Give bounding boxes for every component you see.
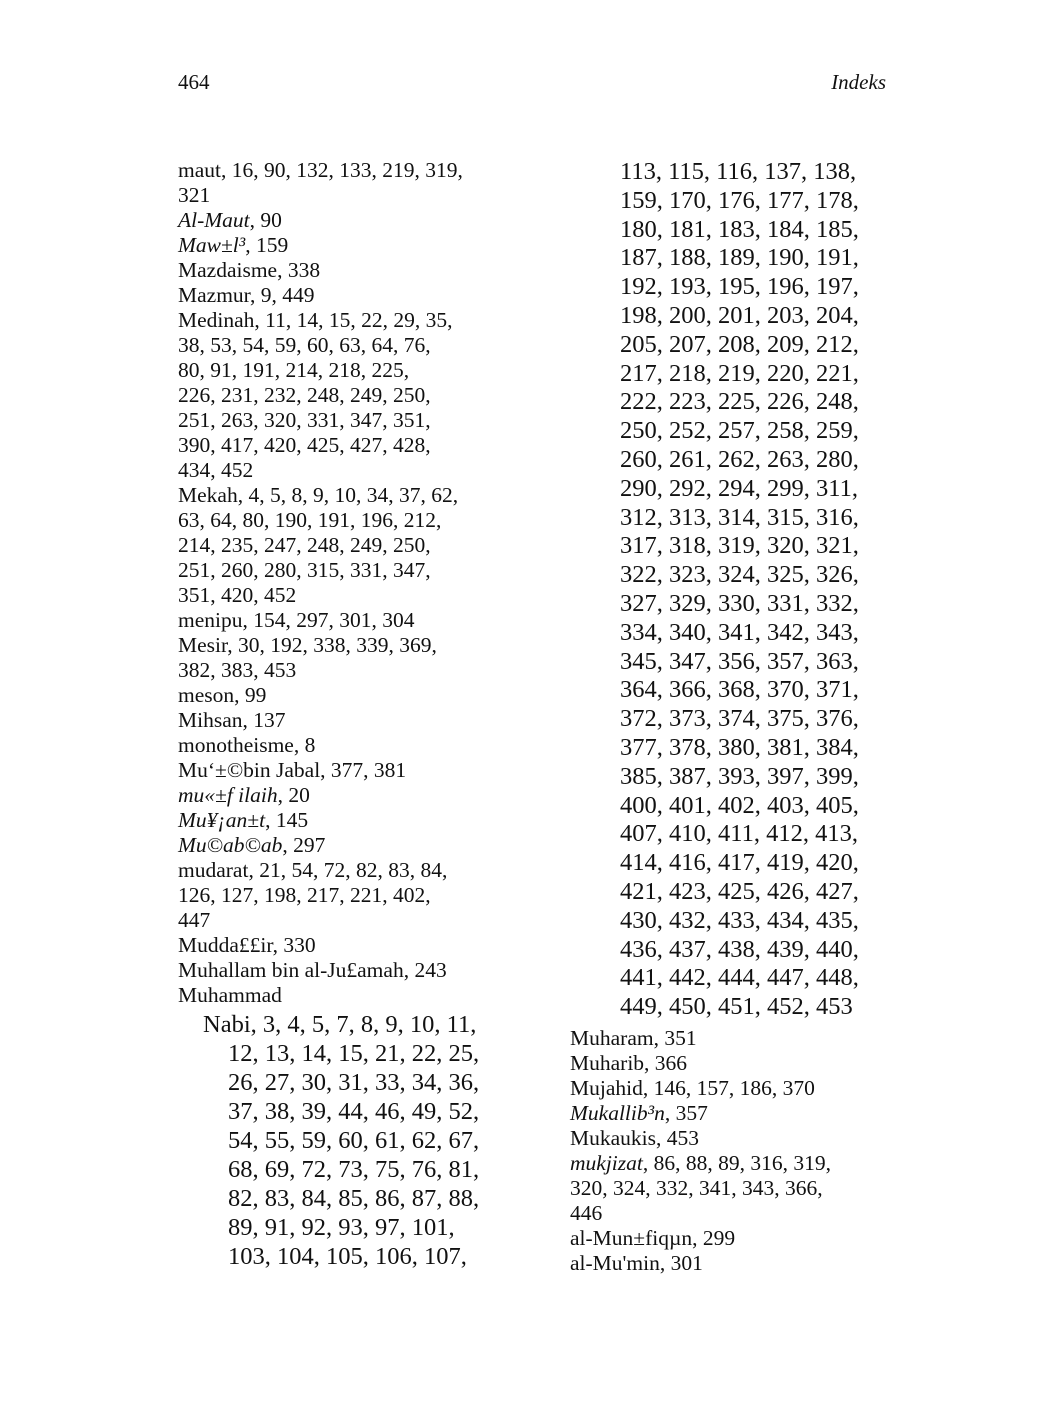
index-pages: , 297 <box>282 833 326 857</box>
index-subentry-nabi-continued <box>570 158 900 1022</box>
index-entry <box>570 1051 900 1076</box>
index-line: Mesir, 30, 192, 338, 339, 369, <box>178 633 437 657</box>
index-line: 321 <box>178 183 211 207</box>
index-entry <box>570 1226 900 1251</box>
index-line: 180, 181, 183, 184, 185, <box>620 215 859 243</box>
page-header <box>0 70 1063 100</box>
index-line: mudarat, 21, 54, 72, 82, 83, 84, <box>178 858 448 882</box>
index-line: 192, 193, 195, 196, 197, <box>620 273 859 301</box>
index-line: Muharam, 351 <box>570 1025 697 1050</box>
index-entry <box>178 783 508 808</box>
index-line: 205, 207, 208, 209, 212, <box>620 330 859 358</box>
index-entry <box>570 1126 900 1151</box>
index-line: Nabi, 3, 4, 5, 7, 8, 9, 10, 11, <box>203 1011 477 1038</box>
index-line: 80, 91, 191, 214, 218, 225, <box>178 358 410 382</box>
index-term: mu«±f ilaih <box>178 783 278 807</box>
index-pages: , 20 <box>277 783 310 807</box>
index-entry <box>178 483 508 608</box>
index-line: Mihsan, 137 <box>178 708 286 732</box>
index-entry <box>178 758 508 783</box>
index-line: 37, 38, 39, 44, 46, 49, 52, <box>228 1098 480 1125</box>
index-line <box>178 808 508 833</box>
index-line: 63, 64, 80, 190, 191, 196, 212, <box>178 508 442 532</box>
index-term: Mukallib³n <box>570 1100 665 1125</box>
index-line: Mazmur, 9, 449 <box>178 283 315 307</box>
index-entry <box>178 983 508 1008</box>
index-entry <box>178 233 508 258</box>
index-line: 89, 91, 92, 93, 97, 101, <box>228 1214 455 1241</box>
index-line: Mujahid, 146, 157, 186, 370 <box>570 1075 815 1100</box>
index-line: 217, 218, 219, 220, 221, <box>620 359 859 387</box>
index-line: 364, 366, 368, 370, 371, <box>620 676 859 704</box>
index-entry <box>178 633 508 683</box>
index-line: 449, 450, 451, 452, 453 <box>620 993 853 1021</box>
index-entry <box>178 933 508 958</box>
index-line: 222, 223, 225, 226, 248, <box>620 388 859 416</box>
index-pages: , 86, 88, 89, 316, 319, <box>642 1150 831 1175</box>
index-entry <box>178 158 508 208</box>
index-entry <box>570 1151 900 1226</box>
index-line: 126, 127, 198, 217, 221, 402, <box>178 883 431 907</box>
index-subentry-nabi <box>178 1010 508 1271</box>
index-pages: , 357 <box>664 1100 708 1125</box>
index-line: menipu, 154, 297, 301, 304 <box>178 608 415 632</box>
index-line: 12, 13, 14, 15, 21, 22, 25, <box>228 1040 480 1067</box>
index-line: 414, 416, 417, 419, 420, <box>620 849 859 877</box>
index-pages: , 145 <box>265 808 309 832</box>
index-entry <box>178 258 508 283</box>
index-entry <box>570 1076 900 1101</box>
index-entry <box>178 283 508 308</box>
index-entry <box>178 808 508 833</box>
index-line: Mudda££ir, 330 <box>178 933 316 957</box>
index-line: 382, 383, 453 <box>178 658 297 682</box>
index-line: 407, 410, 411, 412, 413, <box>620 820 858 848</box>
index-term: Maw±l³ <box>178 233 246 257</box>
index-line: 372, 373, 374, 375, 376, <box>620 705 859 733</box>
index-line: 113, 115, 116, 137, 138, <box>620 158 857 185</box>
index-entry <box>178 958 508 983</box>
index-line: 351, 420, 452 <box>178 583 297 607</box>
index-term: mukjizat <box>570 1150 643 1175</box>
index-line: 198, 200, 201, 203, 204, <box>620 301 859 329</box>
index-line: Mu‘±©bin Jabal, 377, 381 <box>178 758 407 782</box>
index-entry <box>570 1101 900 1126</box>
index-line: 434, 452 <box>178 458 254 482</box>
index-line: 317, 318, 319, 320, 321, <box>620 532 859 560</box>
index-line: Muhallam bin al-Ju£amah, 243 <box>178 958 447 982</box>
index-line: Muharib, 366 <box>570 1050 688 1075</box>
index-line: 312, 313, 314, 315, 316, <box>620 503 859 531</box>
index-line <box>570 1100 900 1126</box>
index-line: 54, 55, 59, 60, 61, 62, 67, <box>228 1127 480 1154</box>
index-line: 187, 188, 189, 190, 191, <box>620 244 859 272</box>
index-line: 103, 104, 105, 106, 107, <box>228 1243 467 1270</box>
index-line: 334, 340, 341, 342, 343, <box>620 618 859 646</box>
index-entry <box>178 208 508 233</box>
index-line: 260, 261, 262, 263, 280, <box>620 445 859 473</box>
index-line: 400, 401, 402, 403, 405, <box>620 791 859 819</box>
index-entry <box>570 1026 900 1051</box>
index-line: Mazdaisme, 338 <box>178 258 321 282</box>
index-entry <box>178 308 508 483</box>
index-entries-right <box>570 1026 900 1276</box>
index-line: 377, 378, 380, 381, 384, <box>620 733 859 761</box>
index-line: 26, 27, 30, 31, 33, 34, 36, <box>228 1069 480 1096</box>
index-line: 68, 69, 72, 73, 75, 76, 81, <box>228 1156 480 1183</box>
index-line: 82, 83, 84, 85, 86, 87, 88, <box>228 1185 480 1212</box>
index-line: Mekah, 4, 5, 8, 9, 10, 34, 37, 62, <box>178 483 459 507</box>
index-line: 290, 292, 294, 299, 311, <box>620 474 858 502</box>
index-line: 251, 260, 280, 315, 331, 347, <box>178 558 431 582</box>
index-line: monotheisme, 8 <box>178 733 316 757</box>
index-line: 421, 423, 425, 426, 427, <box>620 877 859 905</box>
index-line: 436, 437, 438, 439, 440, <box>620 935 859 963</box>
index-column-right <box>570 158 900 1276</box>
index-line <box>178 833 508 858</box>
index-line: 226, 231, 232, 248, 249, 250, <box>178 383 431 407</box>
index-entry <box>178 683 508 708</box>
index-line: meson, 99 <box>178 683 267 707</box>
index-line: 322, 323, 324, 325, 326, <box>620 561 859 589</box>
index-line <box>178 208 508 233</box>
index-line: 446 <box>570 1200 603 1225</box>
index-term: Mu¥¡an±t <box>178 808 266 832</box>
index-line: 385, 387, 393, 397, 399, <box>620 762 859 790</box>
index-line: 327, 329, 330, 331, 332, <box>620 589 859 617</box>
index-line: 390, 417, 420, 425, 427, 428, <box>178 433 431 457</box>
index-column-left <box>178 158 508 1271</box>
index-entry <box>178 708 508 733</box>
index-line: maut, 16, 90, 132, 133, 219, 319, <box>178 158 463 182</box>
index-line: 251, 263, 320, 331, 347, 351, <box>178 408 431 432</box>
index-line: Mukaukis, 453 <box>570 1125 699 1150</box>
index-line: Muhammad <box>178 983 282 1007</box>
index-line: 345, 347, 356, 357, 363, <box>620 647 859 675</box>
index-line: 159, 170, 176, 177, 178, <box>620 186 859 214</box>
index-line: 447 <box>178 908 211 932</box>
index-term: Al-Maut <box>178 208 250 232</box>
index-line: 250, 252, 257, 258, 259, <box>620 417 859 445</box>
index-entry <box>570 1251 900 1276</box>
page-number: 464 <box>178 70 210 94</box>
index-entry <box>178 858 508 933</box>
index-line: 430, 432, 433, 434, 435, <box>620 906 859 934</box>
index-line <box>570 1150 900 1176</box>
index-entry <box>178 833 508 858</box>
index-entry <box>178 733 508 758</box>
index-line: 214, 235, 247, 248, 249, 250, <box>178 533 431 557</box>
index-term: Mu©ab©ab <box>178 833 283 857</box>
index-line: al-Mu'min, 301 <box>570 1250 703 1275</box>
index-line: Medinah, 11, 14, 15, 22, 29, 35, <box>178 308 453 332</box>
running-title: Indeks <box>831 70 886 94</box>
index-line: al-Mun±fiqµn, 299 <box>570 1225 736 1250</box>
index-line: 320, 324, 332, 341, 343, 366, <box>570 1175 823 1200</box>
index-line: 38, 53, 54, 59, 60, 63, 64, 76, <box>178 333 431 357</box>
index-entry <box>178 608 508 633</box>
index-pages: , 90 <box>249 208 282 232</box>
index-line: 441, 442, 444, 447, 448, <box>620 964 859 992</box>
index-line <box>178 233 508 258</box>
index-line <box>178 783 508 808</box>
index-pages: , 159 <box>245 233 289 257</box>
